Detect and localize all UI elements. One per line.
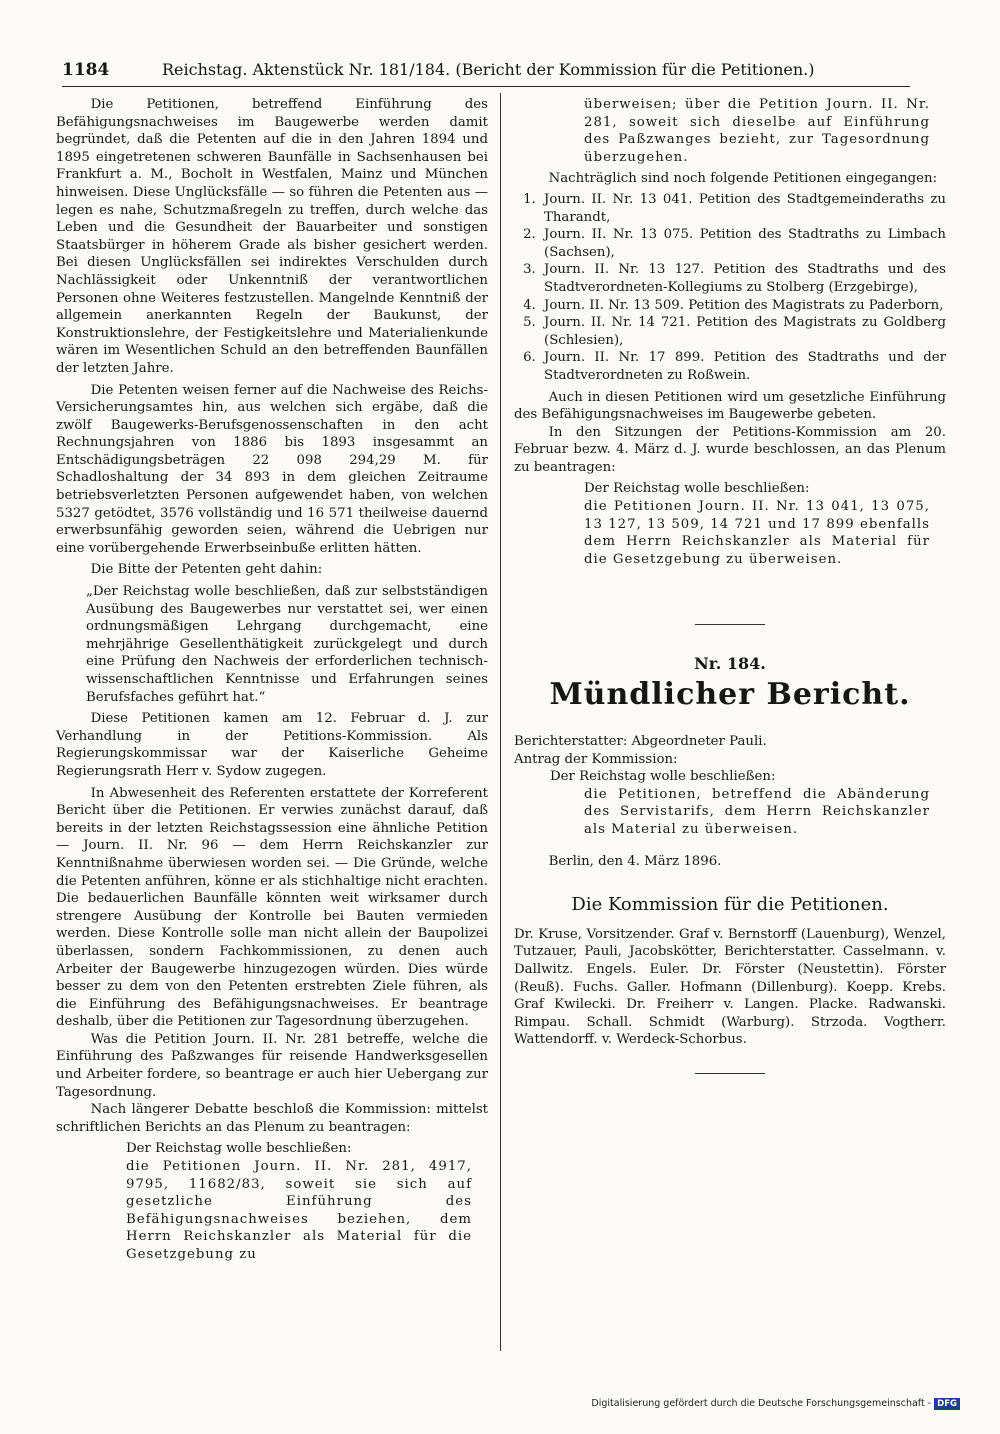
- paragraph: Die Petenten weisen ferner auf die Nachweise des Reichs-Versicherungsamtes hin, aus welchen sich ergäbe, daß die zwölf Baugewerks-Berufsgenossenschaften in den acht Rechnungsjahren von 1886 bis 1893 insgesammt an Entschädigungsbeträgen 22 098 294,29 M. für Schadloshaltung der 34 893 in dem gleichen Zeitraume betriebsverletzten Personen aufgewendet haben, von welchen 5327 getödtet, 3576 vollständig und 16 571 theilweise dauernd erwerbsunfähig geworden seien, während die Uebrigen nur eine vorübergehende Erwerbseinbuße erlitten hätten.: [56, 382, 488, 556]
- list-item: 3. Journ. II. Nr. 13 127. Petition des Stadtraths und des Stadtverordneten-Kollegiums zu Stolberg (Erzgebirge),: [540, 261, 946, 296]
- left-column: [56, 96, 488, 1264]
- header-rule: [62, 86, 910, 87]
- paragraph: Die Petitionen, betreffend Einführung des Befähigungsnachweises im Baugewerbe werden damit begründet, daß die Petenten auf die in den Jahren 1894 und 1895 eingetretenen schweren Baunfälle in Sachsenhausen bei Frankfurt a. M., Bocholt in Westfalen, Mainz und München hinweisen. Diese Unglücksfälle — so führen die Petenten aus — legen es nahe, Schutzmaßregeln zu treffen, durch welche das Leben und die Gesundheit der Bauarbeiter und sonstigen Staatsbürger in höherem Grade als bisher gesichert werden. Bei diesen Unglücksfällen sei indirektes Verschulden durch Nachlässigkeit oder Unkenntniß der verantwortlichen Personen ohne Weiteres festzustellen. Mangelnde Kenntniß der allgemein anerkannten Regeln der Baukunst, der Konstruktionslehre, der Festigkeitslehre und Materialienkunde wären im Wesentlichen Schuld an den betreffenden Baunfällen der letzten Jahre.: [56, 97, 488, 376]
- paragraph: Diese Petitionen kamen am 12. Februar d. J. zur Verhandlung in der Petitions-Kommission. Als Regierungskommissar war der Kaiserliche Geheime Regierungsrath Herr v. Sydow zugegen.: [56, 711, 488, 779]
- resolution-text: die Petitionen, betreffend die Abänderung des Servistarifs, dem Herrn Reichskanzler als Material zu überweisen.: [584, 786, 930, 837]
- resolution-text: die Petitionen Journ. II. Nr. 281, 4917, 9795, 11682/83, soweit sie sich auf gesetzliche Einführung des Befähigungsnachweises beziehen, dem Herrn Reichskanzler als Material für die Gesetzgebung zu: [126, 1159, 472, 1262]
- resolution-text: überweisen; über die Petition Journ. II. Nr. 281, soweit sich dieselbe auf Einführung des Paßzwanges bezieht, zur Tagesordnung überzugehen.: [584, 97, 930, 165]
- paragraph: Nach längerer Debatte beschloß die Kommission: mittelst schriftlichen Berichts an das Plenum zu beantragen:: [56, 1102, 488, 1135]
- column-divider: [500, 93, 501, 1351]
- paragraph: In Abwesenheit des Referenten erstattete der Korreferent Bericht über die Petitionen. Er verwies zunächst darauf, daß bereits in der letzten Reichstagssession eine ähnliche Petition — Journ. II. Nr. 96 — dem Herrn Reichskanzler zur Kenntnißnahme überwiesen worden sei. — Die Gründe, welche die Petenten anführen, könne er als stichhaltige nicht erachten. Die bedauerlichen Baunfälle könnten weit wirksamer durch strengere Ausübung der Kontrolle bei Bauten vermieden werden. Diese Kontrolle solle man nicht allein der Baupolizei überlassen, sondern Fachkommissionen, zu denen auch Arbeiter der Baugewerbe hinzugezogen würden. Dies würde besser zu dem von den Petenten erstrebten Ziele führen, als die Einführung des Befähigungsnachweises. Er beantrage deshalb, über die Petitionen zur Tagesordnung überzugehen.: [56, 785, 488, 1030]
- document-number: Nr. 184.: [694, 654, 766, 674]
- list-item: 4. Journ. II. Nr. 13 509. Petition des Magistrats zu Paderborn,: [540, 297, 946, 315]
- page-number: 1184: [62, 60, 110, 80]
- list-item: 2. Journ. II. Nr. 13 075. Petition des Stadtraths zu Limbach (Sachsen),: [540, 226, 946, 261]
- running-title: Reichstag. Aktenstück Nr. 181/184. (Bericht der Kommission für die Petitionen.): [162, 60, 815, 79]
- footer-credit: Digitalisierung gefördert durch die Deutsche Forschungsgemeinschaft -: [591, 1398, 932, 1409]
- list-item: 5. Journ. II. Nr. 14 721. Petition des Magistrats zu Goldberg (Schlesien),: [540, 314, 946, 349]
- right-column: [514, 96, 946, 1074]
- reporter-line: Berichterstatter: Abgeordneter Pauli.: [514, 734, 767, 750]
- section-rule: [695, 624, 765, 625]
- resolution-heading: Der Reichstag wolle beschließen:: [126, 1141, 352, 1157]
- resolution-heading: Der Reichstag wolle beschließen:: [550, 769, 776, 785]
- member-list: Dr. Kruse, Vorsitzender. Graf v. Bernstorff (Lauenburg), Wenzel, Tutzauer, Pauli, Jacobskötter, Berichterstatter. Casselmann. v. Dallwitz. Engels. Euler. Dr. Förster (Neustettin). Förster (Reuß). Fuchs. Galler. Hofmann (Dillenburg). Koepp. Krebs. Graf Kwilecki. Dr. Freiherr v. Langen. Placke. Radwanski. Rimpau. Schall. Schmidt (Warburg). Strzoda. Vogtherr. Wattendorff. v. Werdeck-Schorbus.: [514, 926, 946, 1048]
- paragraph: Was die Petition Journ. II. Nr. 281 betreffe, welche die Einführung des Paßzwanges für reisende Handwerksgesellen und Arbeiter fordere, so beantrage er auch hier Uebergang zur Tagesordnung.: [56, 1031, 488, 1100]
- petition-list: [514, 191, 946, 385]
- page-header: [62, 60, 910, 84]
- date-line: Berlin, den 4. März 1896.: [548, 853, 722, 869]
- paragraph: Die Bitte der Petenten geht dahin:: [90, 562, 323, 578]
- motion-label: Antrag der Kommission:: [514, 751, 678, 767]
- paragraph: In den Sitzungen der Petitions-Kommission am 20. Februar bezw. 4. März d. J. wurde beschlossen, an das Plenum zu beantragen:: [514, 424, 946, 475]
- paragraph: Auch in diesen Petitionen wird um gesetzliche Einführung des Befähigungsnachweises im Baugewerbe gebeten.: [514, 389, 946, 423]
- paragraph: Nachträglich sind noch folgende Petitionen eingegangen:: [548, 171, 938, 187]
- petition-quote: „Der Reichstag wolle beschließen, daß zur selbstständigen Ausübung des Baugewerbes nur verstattet sei, wer einen ordnungsmäßigen Lehrgang durchgemacht, eine mehrjährige Gesellenthätigkeit zurückgelegt und durch eine Prüfung den Nachweis der erforderlichen technisch-wissenschaftlichen Kenntnisse und Erfahrungen seines Berufsfaches geführt hat.“: [86, 584, 488, 705]
- closing-rule: [695, 1073, 765, 1074]
- commission-title: Die Kommission für die Petitionen.: [571, 894, 889, 916]
- resolution-heading: Der Reichstag wolle beschließen:: [584, 481, 810, 497]
- list-item: 1. Journ. II. Nr. 13 041. Petition des Stadtgemeinderaths zu Tharandt,: [540, 191, 946, 226]
- dfg-logo: DFG: [934, 1398, 960, 1410]
- section-title: Mündlicher Bericht.: [549, 677, 911, 713]
- list-item: 6. Journ. II. Nr. 17 899. Petition des Stadtraths und der Stadtverordneten zu Roßwein.: [540, 349, 946, 384]
- footer: [591, 1398, 960, 1410]
- resolution-text: die Petitionen Journ. II. Nr. 13 041, 13 075, 13 127, 13 509, 14 721 und 17 899 ebenfalls dem Herrn Reichskanzler als Material für die Gesetzgebung zu überweisen.: [584, 499, 930, 567]
